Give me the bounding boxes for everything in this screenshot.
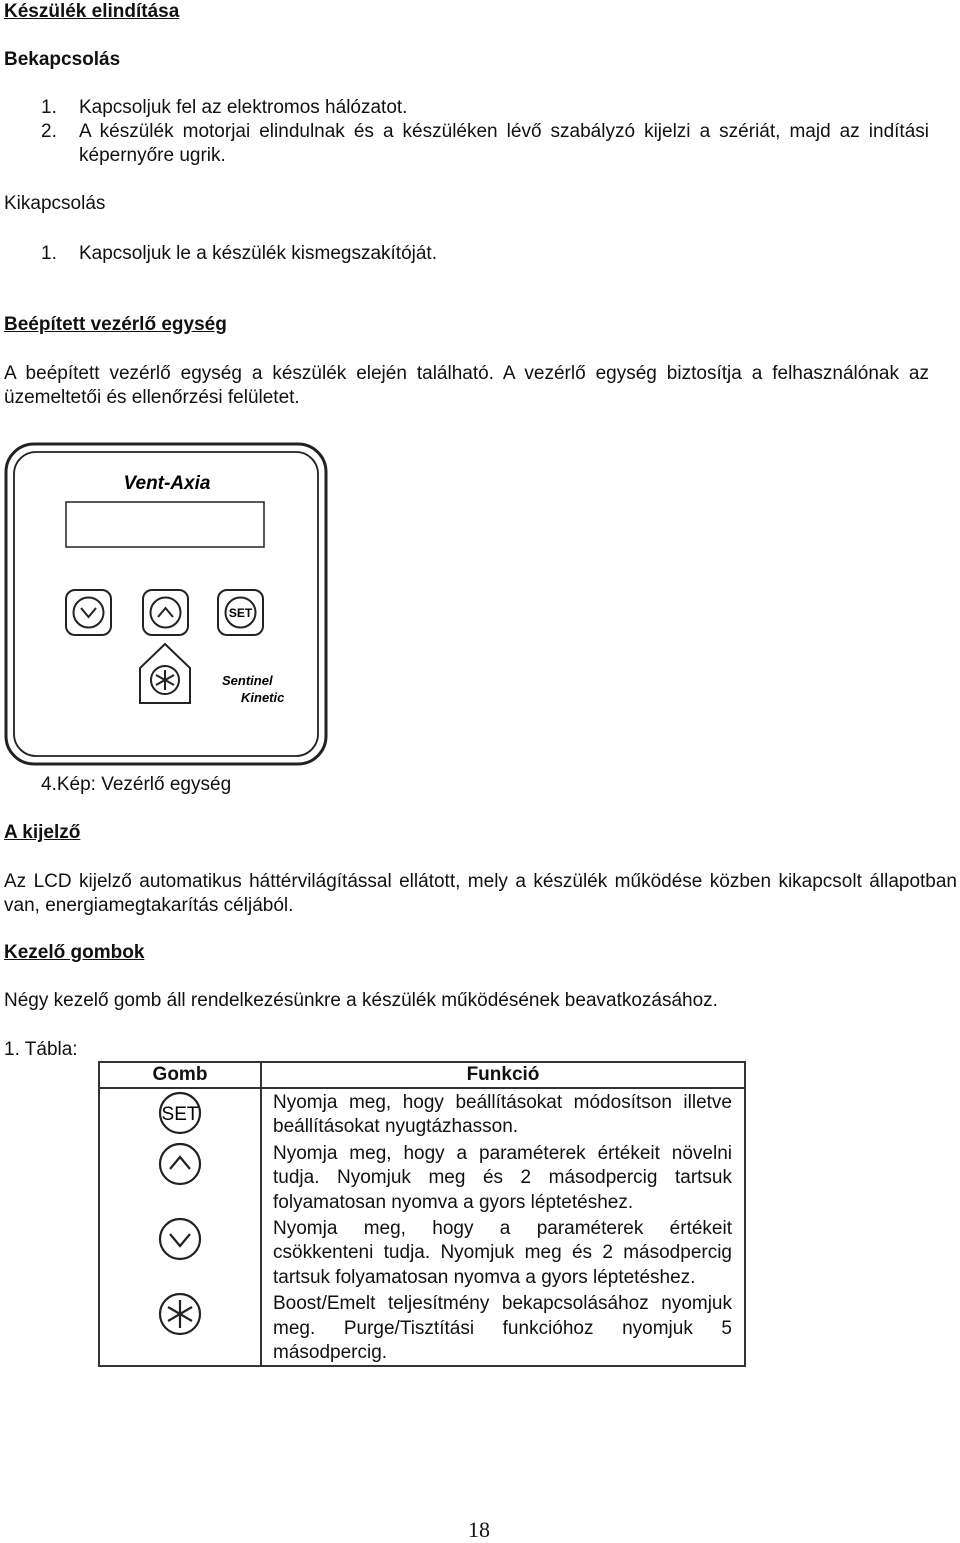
- control-unit-paragraph: A beépített vezérlő egység a készülék elején található. A vezérlő egység biztosítja a felhasználónak az üzemeltetői és ellenőrzési felületet.: [4, 363, 929, 408]
- function-text: Boost/Emelt teljesítmény bekapcsolásához nyomjuk meg. Purge/Tisztítási funkcióhoz nyomjuk 5 másodpercig.: [261, 1290, 745, 1366]
- boost-button[interactable]: [140, 644, 190, 703]
- lcd-display: [66, 502, 264, 547]
- display-heading: A kijelző: [4, 822, 81, 843]
- control-unit-figure: [2, 440, 330, 768]
- section-title: Készülék elindítása: [4, 1, 180, 22]
- function-text: Nyomja meg, hogy a paraméterek értékeit csökkenteni tudja. Nyomjuk meg és 2 másodpercig tartsuk folyamatosan nyomva a gyors léptetéshez.: [261, 1215, 745, 1290]
- down-arrow-icon: [74, 598, 104, 628]
- power-off-heading: Kikapcsolás: [4, 193, 106, 214]
- boost-icon: [156, 1292, 204, 1336]
- table-header-funkcio: Funkció: [261, 1062, 745, 1088]
- page-number: 18: [468, 1517, 490, 1542]
- table-label: 1. Tábla:: [4, 1039, 78, 1060]
- buttons-heading: Kezelő gombok: [4, 942, 145, 963]
- function-text: Nyomja meg, hogy beállításokat módosítson illetve beállításokat nyugtázhasson.: [261, 1088, 745, 1140]
- brand-logo: Vent-Axia: [123, 473, 211, 494]
- power-on-item: 1. Kapcsoljuk fel az elektromos hálózatot.: [41, 97, 408, 118]
- table-row: [99, 1290, 745, 1366]
- power-on-item: 2. A készülék motorjai elindulnak és a készüléken lévő szabályzó kijelzi a szériát, majd az indítási képernyőre ugrik.: [41, 121, 929, 166]
- table-header-gomb: Gomb: [99, 1062, 261, 1088]
- svg-text:SET: SET: [161, 1104, 199, 1125]
- table-row: [99, 1215, 745, 1290]
- up-arrow-icon: [156, 1142, 204, 1186]
- figure-caption: 4.Kép: Vezérlő egység: [41, 774, 232, 795]
- down-arrow-icon: [156, 1217, 204, 1261]
- power-off-item: 1. Kapcsoljuk le a készülék kismegszakítóját.: [41, 243, 437, 264]
- button-function-table: [98, 1061, 746, 1367]
- set-button[interactable]: [218, 590, 263, 635]
- model-line2: Kinetic: [241, 690, 285, 705]
- table-row: [99, 1140, 745, 1215]
- table-row: [99, 1088, 745, 1140]
- buttons-paragraph: Négy kezelő gomb áll rendelkezésünkre a készülék működésének beavatkozásához.: [4, 990, 718, 1011]
- svg-text:SET: SET: [228, 606, 253, 620]
- table-header-row: [99, 1062, 745, 1088]
- display-paragraph: Az LCD kijelző automatikus háttérvilágítással ellátott, mely a készülék működése közben kikapcsolt állapotban van, energiamegtakarítás céljából.: [4, 871, 957, 916]
- model-line1: Sentinel: [222, 673, 273, 688]
- function-text: Nyomja meg, hogy a paraméterek értékeit növelni tudja. Nyomjuk meg és 2 másodpercig tartsuk folyamatosan nyomva a gyors léptetéshez.: [261, 1140, 745, 1215]
- control-unit-heading: Beépített vezérlő egység: [4, 314, 227, 335]
- down-button[interactable]: [66, 590, 111, 635]
- up-arrow-icon: [151, 598, 181, 628]
- set-icon: [156, 1091, 204, 1135]
- power-on-heading: Bekapcsolás: [4, 49, 121, 70]
- up-button[interactable]: [143, 590, 188, 635]
